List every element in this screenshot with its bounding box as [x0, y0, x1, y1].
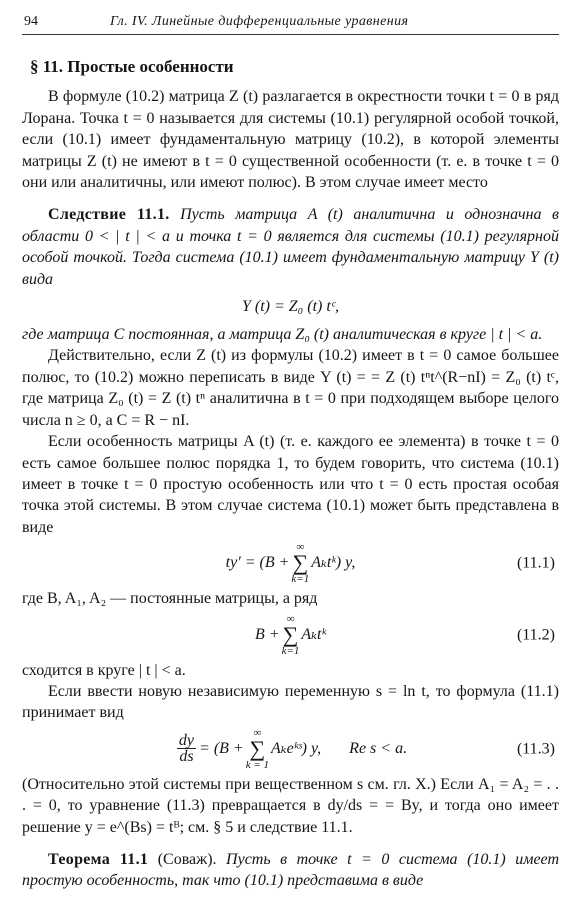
corollary-formula-text: Y (t) = Z₀ (t) tᶜ,: [241, 298, 339, 316]
section-title: § 11. Простые особенности: [30, 57, 234, 76]
eq-11-3-condition: Re s < a.: [349, 740, 408, 758]
page-body: [22, 56, 559, 892]
sum-upper-limit: ∞: [286, 612, 295, 625]
page-header: [22, 12, 559, 35]
eq-11-1-right: ) y,: [335, 554, 356, 572]
eq-11-2-sum-body: Aₖtᵏ: [301, 625, 326, 643]
theorem-label: Теорема 11.1: [48, 850, 149, 868]
sum-symbol: ∞ ∑ k=1: [281, 612, 300, 657]
page-number: 94: [24, 14, 38, 29]
sum-symbol: ∞ ∑ k = 1: [245, 726, 270, 771]
derivative-fraction: [177, 733, 196, 764]
equation-number: (11.2): [516, 625, 555, 643]
sum-lower-limit: k = 1: [245, 758, 270, 771]
eq-11-1-left: ty′ = (B +: [225, 554, 290, 572]
sum-lower-limit: k=1: [291, 573, 310, 586]
theorem-attribution: (Соваж).: [157, 850, 217, 868]
fraction-denominator: ds: [179, 748, 194, 766]
constant-matrices-line: где B, A₁, A₂ — постоянные матрицы, а ряд: [22, 590, 318, 608]
corollary-text: Пусть матрица A (t) аналитична и однозначна в области 0 < | t | < a и точка t = 0 является для системы (10.1) регулярной особой точкой. Тогда система (10.1) имеет фундаментальную матрицу Y (t) вида: [22, 206, 560, 288]
sum-upper-limit: ∞: [296, 541, 305, 554]
substitution-paragraph: Если ввести новую независимую переменную s = ln t, то формула (11.1) принимает вид: [22, 682, 559, 722]
eq-11-2-left: B +: [255, 625, 280, 643]
sum-upper-limit: ∞: [253, 726, 262, 739]
corollary-conclusion: где матрица C постоянная, а матрица Z₀ (t) аналитическая в круге | t | < a.: [22, 326, 543, 344]
simple-singularity-paragraph: Если особенность матрицы A (t) (т. е. каждого ее элемента) в точке t = 0 есть самое большее полюс порядка 1, то будем говорить, что система (10.1) имеет в точке t = 0 простую особенность или что t = 0 есть простая особая точка этой системы. В этом случае система (10.1) может быть представлена в виде: [22, 433, 559, 536]
eq-11-1-sum-body: Aₖtᵏ: [311, 554, 336, 572]
intro-paragraph: В формуле (10.2) матрица Z (t) разлагается в окрестности точки t = 0 в ряд Лорана. Точка t = 0 называется для системы (10.1) регулярной особой точкой, если (10.1) имеет фундаментальную матрицу (10.2), в которой элементы матрицы Z (t) не имеют в t = 0 существенной особенности (т. е. в точке t = 0 они или аналитичны, или имеют полюс). В этом случае имеет место: [22, 88, 559, 192]
running-head: Гл. IV. Линейные дифференциальные уравнения: [110, 14, 409, 29]
corollary-paragraph: [22, 204, 559, 290]
equation-11-2: [22, 613, 559, 657]
corollary-label: Следствие 11.1.: [48, 206, 170, 224]
theorem-paragraph: [22, 849, 559, 892]
eq-11-3-right: ) y,: [301, 740, 322, 758]
equation-11-1: [22, 541, 559, 585]
sum-lower-limit: k=1: [281, 644, 300, 657]
theorem-text: Пусть в точке t = 0 система (10.1) имеет простую особенность, так что (10.1) представима в виде: [22, 850, 559, 890]
equation-11-3: [22, 727, 559, 771]
convergence-line: сходится в круге | t | < a.: [22, 661, 186, 679]
eq-11-3-left: = (B +: [199, 740, 244, 758]
corollary-formula: [22, 293, 559, 321]
fraction-numerator: dy: [178, 732, 195, 750]
proof-paragraph: Действительно, если Z (t) из формулы (10.2) имеет в t = 0 самое большее полюс, то (10.2) можно переписать в виде Y (t) = = Z (t) tⁿt^(R−nI) = Z₀ (t) tᶜ, где матрица Z₀ (t) = Z (t) tⁿ аналитична в t = 0 при подходящем выборе целого числа n ≥ 0, а C = R − nI.: [22, 347, 559, 429]
remark-paragraph: (Относительно этой системы при вещественном s см. гл. X.) Если A₁ = A₂ = . . . = 0, то уравнение (11.3) превращается в dy/ds = = By, и тогда оно имеет решение y = e^(Bs) = tᴮ; см. § 5 и следствие 11.1.: [22, 775, 559, 836]
equation-number: (11.3): [516, 740, 555, 758]
sum-symbol: ∞ ∑ k=1: [291, 541, 310, 586]
equation-number: (11.1): [516, 554, 555, 572]
eq-11-3-sum-body: Aₖeᵏˢ: [271, 740, 302, 758]
